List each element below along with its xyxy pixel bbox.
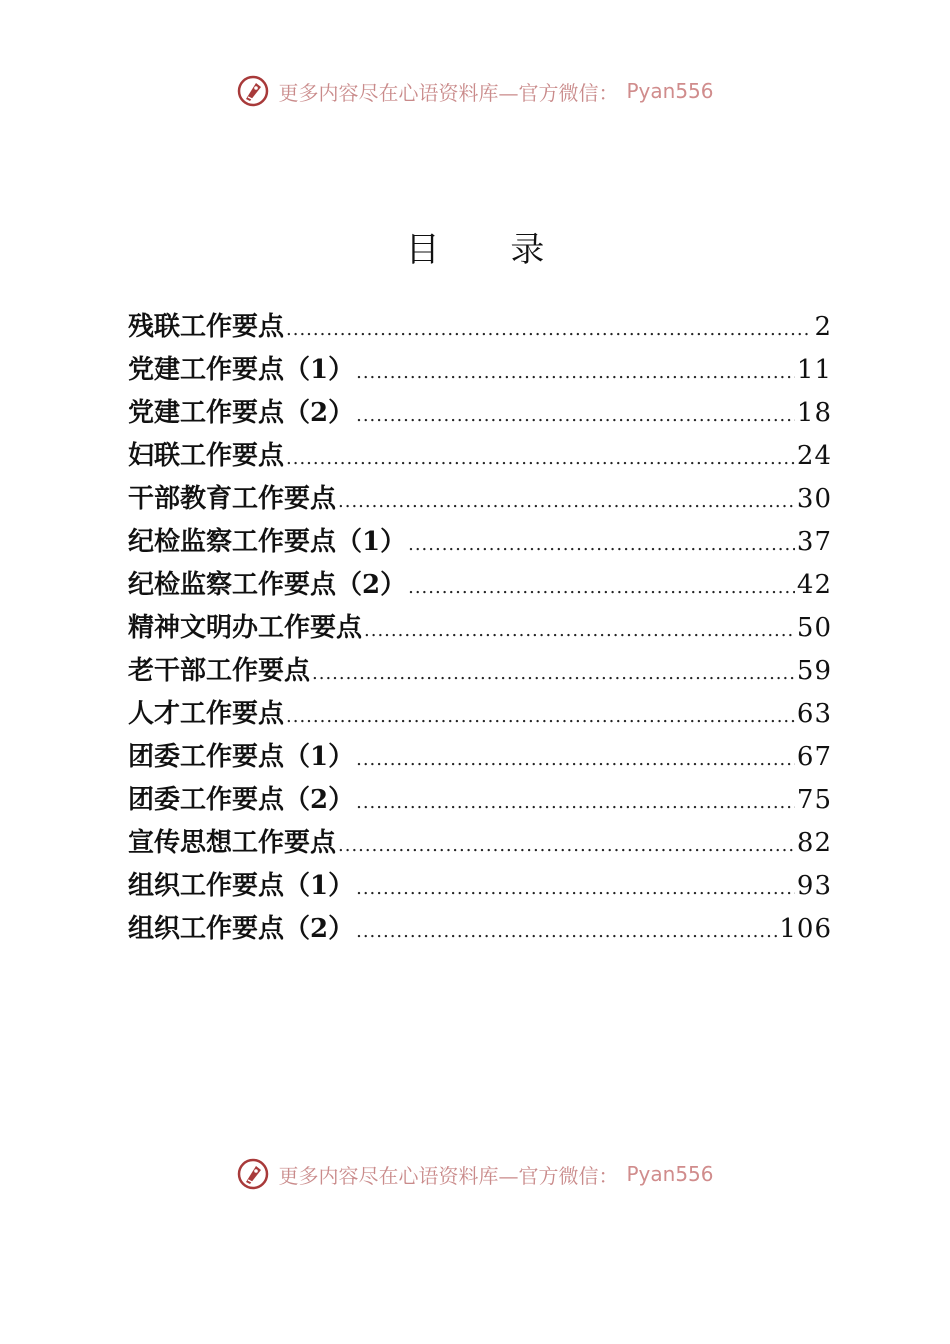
toc-entry-title: 干部教育工作要点 [128, 484, 337, 514]
toc-entry-title: 团委工作要点（1） [128, 742, 355, 772]
toc-leader-dots [356, 738, 795, 781]
pen-nib-logo-icon [236, 74, 270, 108]
toc-entry-page: 93 [796, 871, 832, 901]
toc-list [128, 306, 832, 951]
toc-leader-dots [408, 523, 795, 566]
toc-entry-page: 18 [796, 398, 832, 428]
pen-nib-logo-icon [236, 1157, 270, 1191]
toc-title: 目 录 [405, 230, 575, 270]
toc-leader-dots [338, 824, 795, 867]
toc-entry-title: 纪检监察工作要点（1） [128, 527, 407, 557]
toc-entry-page: 82 [796, 828, 832, 858]
toc-leader-dots [356, 867, 795, 910]
toc-entry[interactable] [128, 650, 832, 693]
toc-entry[interactable] [128, 306, 832, 349]
toc-leader-dots [338, 480, 795, 523]
toc-entry-title: 组织工作要点（1） [128, 871, 355, 901]
toc-entry-title: 组织工作要点（2） [128, 914, 355, 944]
toc-entry-page: 63 [796, 699, 832, 729]
watermark-wechat-id: Pyan556 [626, 79, 714, 103]
watermark-wechat-id: Pyan556 [626, 1162, 714, 1186]
toc-leader-dots [364, 609, 795, 652]
toc-entry[interactable] [128, 349, 832, 392]
toc-entry[interactable] [128, 521, 832, 564]
toc-leader-dots [286, 308, 812, 351]
toc-entry-title: 团委工作要点（2） [128, 785, 355, 815]
toc-entry-title: 妇联工作要点 [128, 441, 285, 471]
toc-entry-page: 50 [796, 613, 832, 643]
toc-entry[interactable] [128, 607, 832, 650]
toc-leader-dots [356, 781, 795, 824]
toc-entry-page: 42 [796, 570, 832, 600]
toc-entry[interactable] [128, 779, 832, 822]
toc-entry-page: 30 [796, 484, 832, 514]
toc-entry[interactable] [128, 736, 832, 779]
toc-entry-title: 人才工作要点 [128, 699, 285, 729]
header-watermark [0, 74, 950, 108]
toc-entry-page: 106 [779, 914, 832, 944]
toc-entry-title: 党建工作要点（1） [128, 355, 355, 385]
toc-leader-dots [312, 652, 795, 695]
toc-entry[interactable] [128, 435, 832, 478]
toc-entry[interactable] [128, 908, 832, 951]
toc-entry-title: 精神文明办工作要点 [128, 613, 363, 643]
footer-watermark [0, 1157, 950, 1191]
toc-entry-page: 67 [796, 742, 832, 772]
toc-entry-title: 宣传思想工作要点 [128, 828, 337, 858]
toc-entry[interactable] [128, 693, 832, 736]
toc-entry-page: 24 [796, 441, 832, 471]
toc-entry-page: 11 [796, 355, 832, 385]
toc-entry[interactable] [128, 822, 832, 865]
watermark-text: 更多内容尽在心语资料库—官方微信： [278, 80, 619, 105]
toc-entry-page: 37 [796, 527, 832, 557]
toc-leader-dots [408, 566, 795, 609]
toc-entry-page: 75 [796, 785, 832, 815]
toc-leader-dots [356, 910, 777, 953]
toc-entry-page: 59 [796, 656, 832, 686]
toc-entry-title: 党建工作要点（2） [128, 398, 355, 428]
toc-leader-dots [286, 695, 795, 738]
toc-leader-dots [286, 437, 795, 480]
toc-entry[interactable] [128, 392, 832, 435]
toc-entry-title: 残联工作要点 [128, 312, 285, 342]
toc-leader-dots [356, 351, 795, 394]
toc-entry[interactable] [128, 865, 832, 908]
toc-entry-title: 纪检监察工作要点（2） [128, 570, 407, 600]
toc-entry[interactable] [128, 564, 832, 607]
toc-entry[interactable] [128, 478, 832, 521]
toc-entry-title: 老干部工作要点 [128, 656, 311, 686]
watermark-text: 更多内容尽在心语资料库—官方微信： [278, 1163, 619, 1188]
toc-leader-dots [356, 394, 795, 437]
toc-entry-page: 2 [814, 312, 832, 342]
